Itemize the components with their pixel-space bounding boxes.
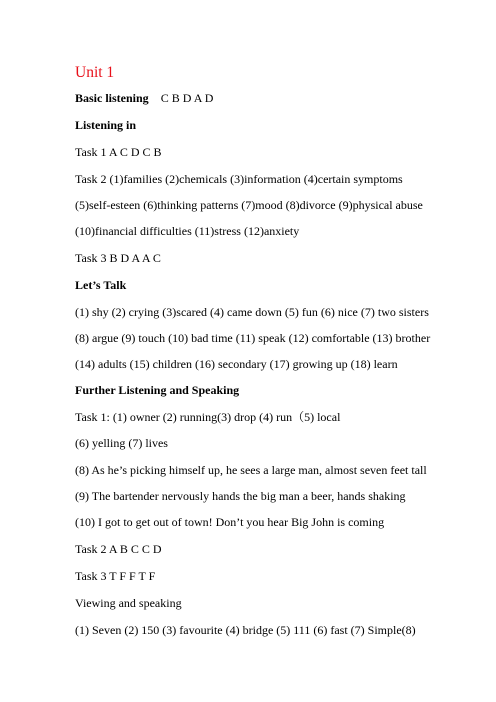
further-task1-line-1: Task 1: (1) owner (2) running(3) drop (4) run（5) local bbox=[75, 410, 341, 424]
listening-in-heading: Listening in bbox=[75, 118, 137, 132]
basic-listening-line bbox=[75, 91, 475, 106]
lets-talk-heading: Let’s Talk bbox=[75, 278, 127, 292]
lets-talk-line-1: (1) shy (2) crying (3)scared (4) came down (5) fun (6) nice (7) two sisters bbox=[75, 305, 429, 319]
further-sentence-10: (10) I got to get out of town! Don’t you hear Big John is coming bbox=[75, 515, 385, 529]
further-heading: Further Listening and Speaking bbox=[75, 383, 240, 397]
further-task2-line: Task 2 A B C C D bbox=[75, 542, 162, 556]
task2-line-1: Task 2 (1)families (2)chemicals (3)information (4)certain symptoms bbox=[75, 172, 403, 186]
further-task3-line: Task 3 T F F T F bbox=[75, 569, 156, 583]
answer-key-page bbox=[75, 64, 475, 638]
basic-listening-label: Basic listening bbox=[75, 91, 149, 105]
task1-line: Task 1 A C D C B bbox=[75, 145, 162, 159]
viewing-answers-line: (1) Seven (2) 150 (3) favourite (4) bridge (5) 111 (6) fast (7) Simple(8) bbox=[75, 623, 416, 637]
task2-line-3: (10)financial difficulties (11)stress (12)anxiety bbox=[75, 224, 300, 238]
unit-title: Unit 1 bbox=[75, 64, 115, 81]
further-sentence-9: (9) The bartender nervously hands the big man a beer, hands shaking bbox=[75, 489, 406, 503]
lets-talk-line-2: (8) argue (9) touch (10) bad time (11) speak (12) comfortable (13) brother bbox=[75, 331, 431, 345]
task2-line-2: (5)self-esteen (6)thinking patterns (7)mood (8)divorce (9)physical abuse bbox=[75, 198, 423, 212]
lets-talk-line-3: (14) adults (15) children (16) secondary (17) growing up (18) learn bbox=[75, 357, 398, 371]
task3-line: Task 3 B D A A C bbox=[75, 251, 161, 265]
further-task1-line-2: (6) yelling (7) lives bbox=[75, 436, 168, 450]
viewing-heading: Viewing and speaking bbox=[75, 596, 182, 610]
further-sentence-8: (8) As he’s picking himself up, he sees a large man, almost seven feet tall bbox=[75, 463, 427, 477]
basic-listening-answers: C B D A D bbox=[160, 91, 214, 105]
